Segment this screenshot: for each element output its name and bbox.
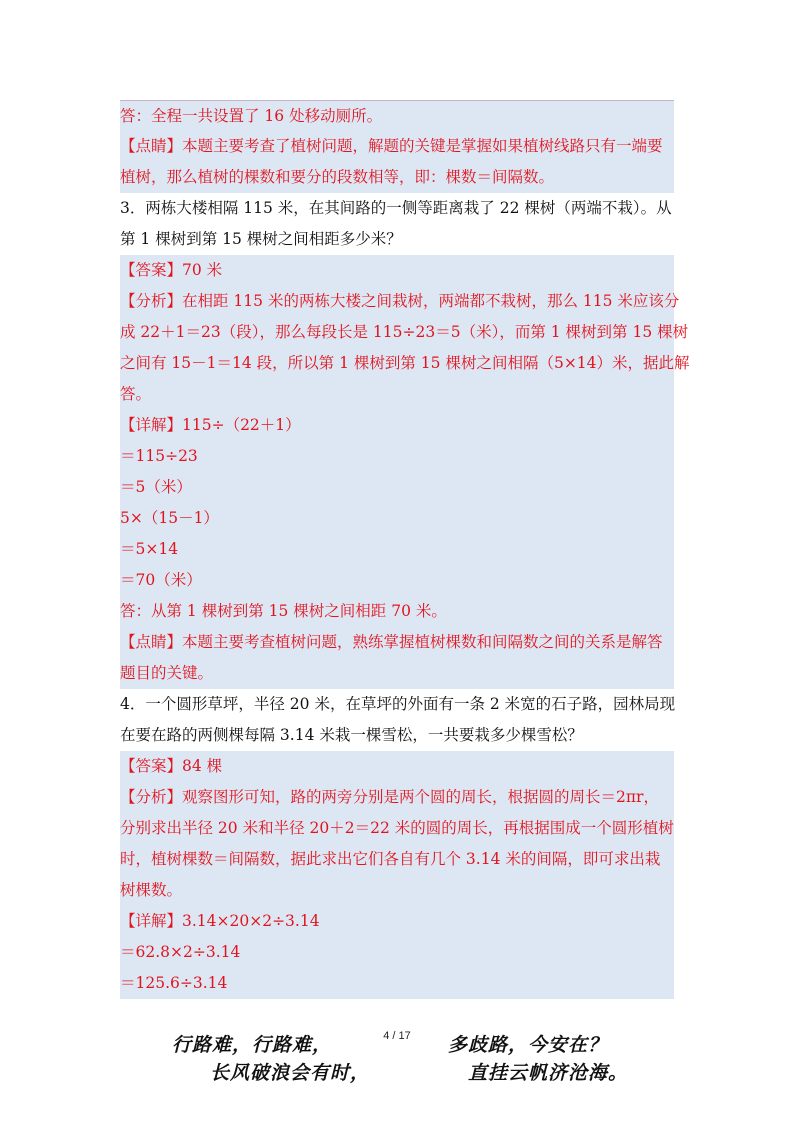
solution-line: ＝5×14	[120, 534, 674, 565]
solution-line: ＝115÷23	[120, 441, 674, 472]
page-footer	[0, 1020, 794, 1100]
solution-line: 5×（15－1）	[120, 503, 674, 534]
poem-line-right-1: 多歧路，今安在？	[448, 1034, 609, 1056]
solution-line: 【点睛】本题主要考查了植树问题，解题的关键是掌握如果植树线路只有一端要	[120, 131, 674, 162]
question-line: 3．两栋大楼相隔 115 米，在其间路的一侧等距离栽了 22 棵树（两端不栽）。从	[120, 199, 672, 217]
solution-line: 【分析】在相距 115 米的两栋大楼之间栽树，两端都不栽树，那么 115 米应该分	[120, 286, 674, 317]
solution-line: 答：从第 1 棵树到第 15 棵树之间相距 70 米。	[120, 596, 674, 627]
solution-line: 成 22＋1＝23（段），那么每段长是 115÷23＝5（米），而第 1 棵树到第 15 棵树	[120, 317, 674, 348]
solution-line: 【分析】观察图形可知，路的两旁分别是两个圆的周长，根据圆的周长＝2πr，	[120, 782, 674, 813]
question-line: 第 1 棵树到第 15 棵树之间相距多少米？	[120, 230, 402, 248]
solution-line: 【答案】70 米	[120, 255, 674, 286]
solution-line: 时，植树棵数＝间隔数，据此求出它们各自有几个 3.14 米的间隔，即可求出栽	[120, 844, 674, 875]
solution-line: ＝5（米）	[120, 472, 674, 503]
solution-line: 植树，那么植树的棵数和要分的段数相等，即：棵数＝间隔数。	[120, 162, 674, 193]
solution-line: 【答案】84 棵	[120, 751, 674, 782]
question-line: 在要在路的两侧棵每隔 3.14 米栽一棵雪松，一共要栽多少棵雪松？	[120, 726, 583, 744]
solution-line: 【点睛】本题主要考查植树问题，熟练掌握植树棵数和间隔数之间的关系是解答	[120, 627, 674, 658]
solution-line: 答：全程一共设置了 16 处移动厕所。	[120, 100, 674, 131]
solution-line: 【详解】3.14×20×2÷3.14	[120, 906, 674, 937]
page-number: 4 / 17	[383, 1030, 411, 1042]
solution-line: ＝62.8×2÷3.14	[120, 937, 674, 968]
document-body	[120, 100, 690, 999]
poem-line-right-2: 直挂云帆济沧海。	[468, 1062, 629, 1084]
solution-line: ＝125.6÷3.14	[120, 968, 674, 999]
poem-line-left-2: 长风破浪会有时，	[210, 1062, 371, 1084]
poem-line-left-1: 行路难，行路难，	[172, 1034, 333, 1056]
solution-line: ＝70（米）	[120, 565, 674, 596]
solution-line: 【详解】115÷（22＋1）	[120, 410, 674, 441]
question-line: 4．一个圆形草坪，半径 20 米，在草坪的外面有一条 2 米宽的石子路，园林局现	[120, 695, 676, 713]
solution-line: 树棵数。	[120, 875, 674, 906]
solution-line: 题目的关键。	[120, 658, 674, 689]
solution-line: 之间有 15－1＝14 段，所以第 1 棵树到第 15 棵树之间相隔（5×14）米，据此解	[120, 348, 674, 379]
solution-line: 答。	[120, 379, 674, 410]
solution-line: 分别求出半径 20 米和半径 20＋2＝22 米的圆的周长，再根据围成一个圆形植树	[120, 813, 674, 844]
